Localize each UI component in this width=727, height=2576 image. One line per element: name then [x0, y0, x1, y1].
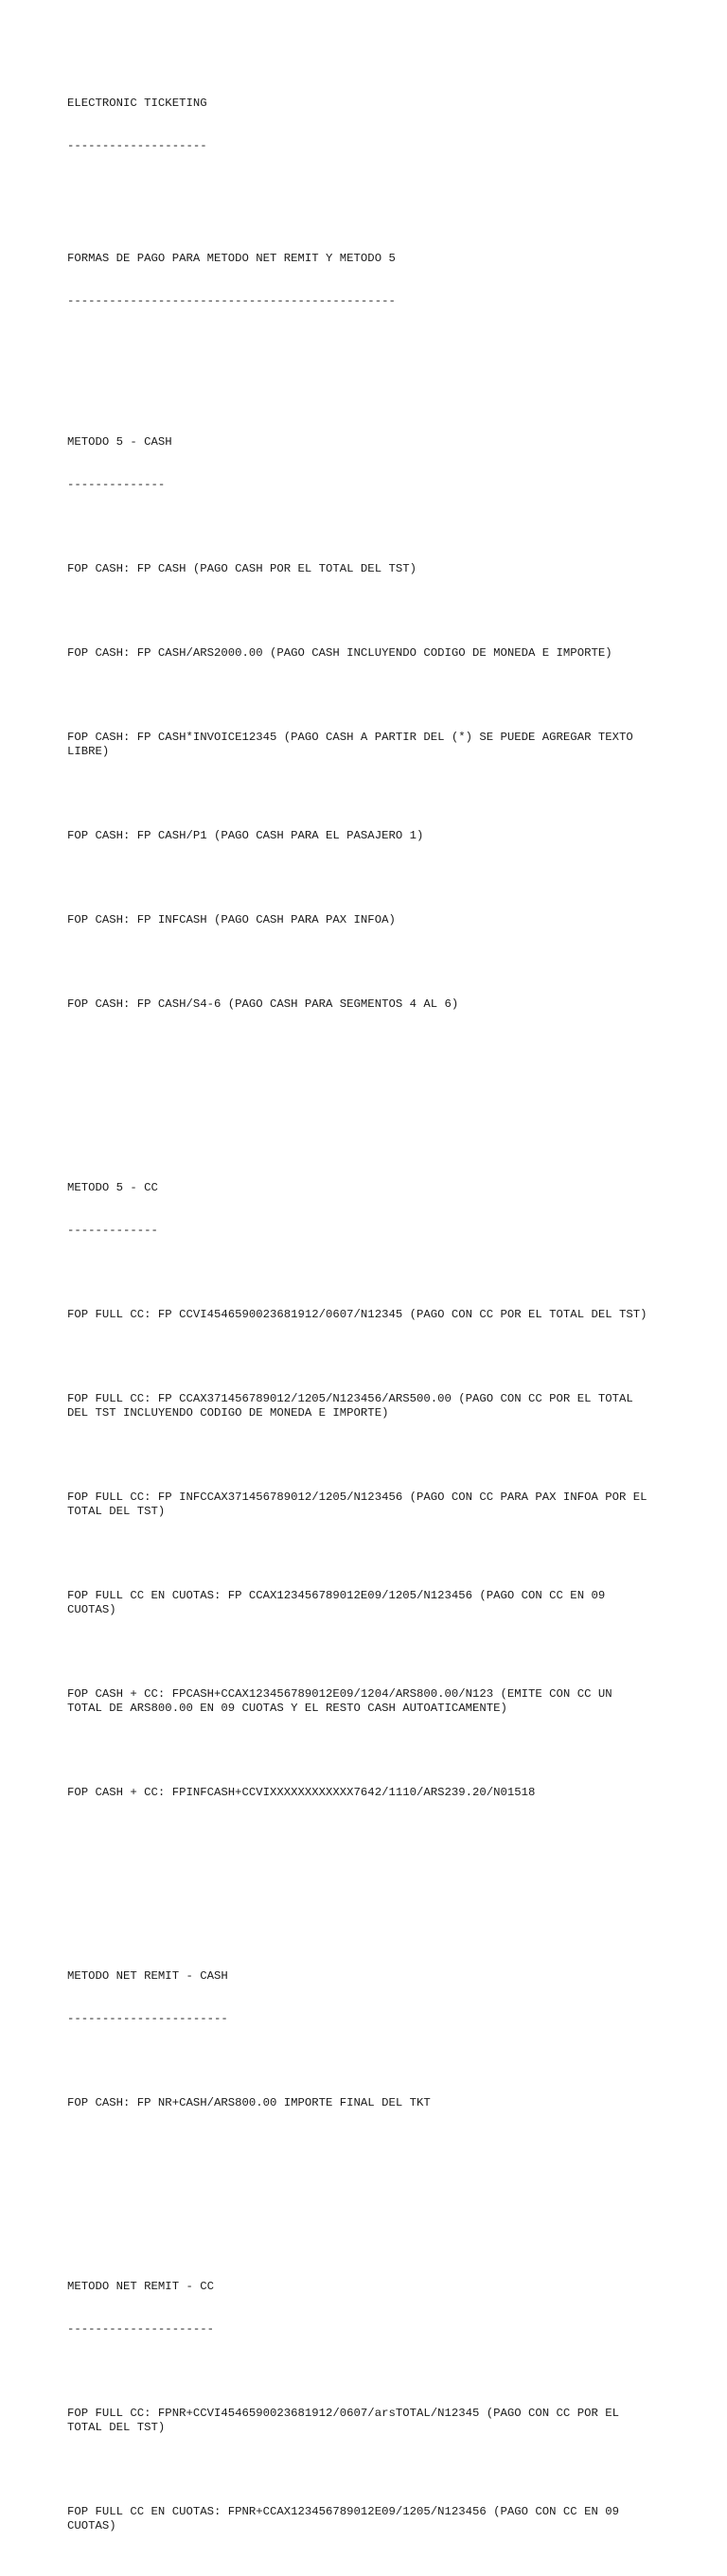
section-netremit-cash: [67, 1941, 673, 2139]
spacer: [67, 1068, 673, 1096]
spacer: [67, 337, 673, 350]
list-item: FOP CASH + CC: FPINFCASH+CCVIXXXXXXXXXXXX7642/1110/ARS239.20/N01518: [67, 1786, 536, 1799]
spacer: [67, 182, 673, 209]
section-metodo5-cc: [67, 1153, 673, 1828]
section-underline: ---------------------: [67, 2322, 214, 2336]
spacer: [67, 520, 673, 534]
list-item: FOP CASH: FP CASH (PAGO CASH POR EL TOTAL DEL TST): [67, 562, 417, 575]
spacer: [67, 1857, 673, 1884]
spacer: [67, 1266, 673, 1279]
list-item: FOP CASH: FP CASH*INVOICE12345 (PAGO CASH A PARTIR DEL (*) SE PUEDE AGREGAR TEXTO LIBRE): [67, 731, 633, 758]
title-underline: --------------------: [67, 139, 207, 152]
spacer: [67, 2167, 673, 2195]
list-item: FOP CASH: FP CASH/S4-6 (PAGO CASH PARA SEGMENTOS 4 AL 6): [67, 997, 459, 1011]
section-heading: METODO 5 - CASH: [67, 435, 172, 449]
list-item: FOP FULL CC: FP INFCCAX371456789012/1205/N123456 (PAGO CON CC PARA PAX INFOA POR EL TOTAL DEL TST): [67, 1491, 647, 1518]
section-underline: --------------: [67, 478, 166, 491]
list-item: FOP CASH: FP NR+CASH/ARS800.00 IMPORTE FINAL DEL TKT: [67, 2096, 431, 2109]
section-underline: -------------: [67, 1224, 158, 1237]
section-underline: -----------------------: [67, 2012, 228, 2025]
section-heading: METODO NET REMIT - CASH: [67, 1969, 228, 1983]
section-metodo5-cash: [67, 407, 673, 1040]
section-netremit-cc: [67, 2251, 673, 2562]
list-item: FOP FULL CC: FP CCAX371456789012/1205/N123456/ARS500.00 (PAGO CON CC POR EL TOTAL DEL TST INCLUYENDO CODIGO DE MONEDA E IMPORTE): [67, 1392, 633, 1420]
document-title: ELECTRONIC TICKETING: [67, 97, 207, 110]
list-item: FOP CASH + CC: FPCASH+CCAX123456789012E09/1204/ARS800.00/N123 (EMITE CON CC UN TOTAL DE ARS800.00 EN 09 CUOTAS Y EL RESTO CASH AUTOATICAMENTE): [67, 1687, 612, 1715]
list-item: FOP FULL CC EN CUOTAS: FP CCAX123456789012E09/1205/N123456 (PAGO CON CC EN 09 CUOTAS): [67, 1589, 606, 1616]
spacer: [67, 2365, 673, 2378]
spacer: [67, 2055, 673, 2068]
document-page: [67, 68, 673, 2576]
section-heading: METODO 5 - CC: [67, 1181, 158, 1194]
list-item: FOP FULL CC: FP CCVI4546590023681912/0607/N12345 (PAGO CON CC POR EL TOTAL DEL TST): [67, 1308, 647, 1321]
list-item: FOP CASH: FP CASH/ARS2000.00 (PAGO CASH INCLUYENDO CODIGO DE MONEDA E IMPORTE): [67, 646, 612, 660]
list-item: FOP FULL CC: FPNR+CCVI4546590023681912/0607/arsTOTAL/N12345 (PAGO CON CC POR EL TOTAL DEL TST): [67, 2407, 619, 2434]
section-heading: METODO NET REMIT - CC: [67, 2280, 214, 2293]
intro-underline: -----------------------------------------------: [67, 294, 396, 308]
intro-heading: FORMAS DE PAGO PARA METODO NET REMIT Y METODO 5: [67, 252, 396, 265]
list-item: FOP CASH: FP CASH/P1 (PAGO CASH PARA EL PASAJERO 1): [67, 829, 424, 842]
list-item: FOP CASH: FP INFCASH (PAGO CASH PARA PAX INFOA): [67, 913, 396, 926]
list-item: FOP FULL CC EN CUOTAS: FPNR+CCAX123456789012E09/1205/N123456 (PAGO CON CC EN 09 CUOTAS): [67, 2505, 619, 2532]
